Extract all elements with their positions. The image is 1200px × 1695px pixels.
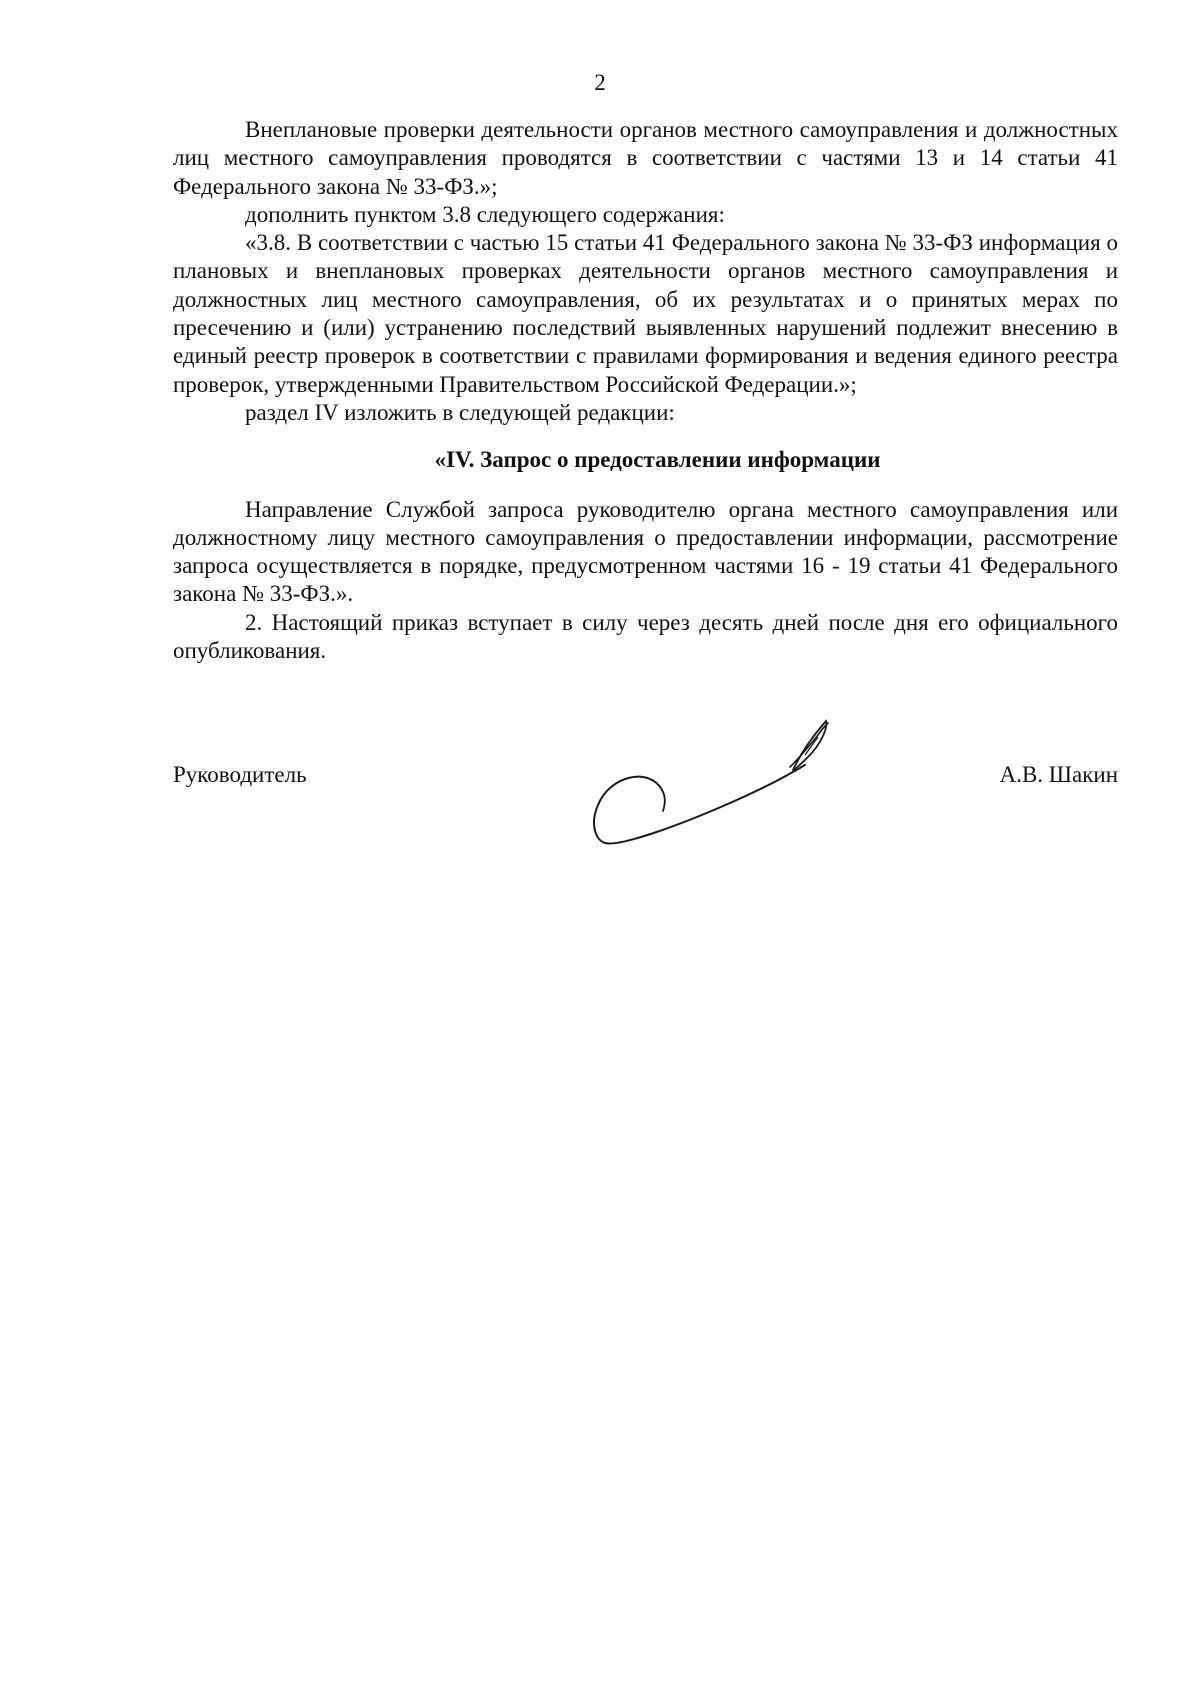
paragraph-request-procedure: Направление Службой запроса руководителю органа местного самоуправления или должностному лицу местного самоуправления о предоставлении информации, рассмотрение запроса осуществляется в порядке, предусмотренном частями 16 - 19 статьи 41 Федерального закона № 33-ФЗ.».	[173, 496, 1118, 607]
paragraph-item-3-8: «3.8. В соответствии с частью 15 статьи 41 Федерального закона № 33-ФЗ информация о плановых и внеплановых проверках деятельности органов местного самоуправления и должностных лиц местного самоуправления, об их результатах и о принятых мерах по пресечению и (или) устранению последствий выявленных нарушений подлежит внесению в единый реестр проверок в соответствии с правилами формирования и ведения единого реестра проверок, утвержденными Правительством Российской Федерации.»;	[173, 230, 1118, 397]
page-number: 2	[594, 70, 606, 95]
document-body	[173, 116, 1118, 665]
paragraph-section-iv-intro: раздел IV изложить в следующей редакции:	[245, 399, 675, 425]
paragraph-add-item: дополнить пунктом 3.8 следующего содержания:	[245, 201, 725, 227]
signatory-name: А.В. Шакин	[999, 762, 1118, 787]
paragraph-unscheduled-inspections: Внеплановые проверки деятельности органов местного самоуправления и должностных лиц местного самоуправления проводятся в соответствии с частями 13 и 14 статьи 41 Федерального закона № 33-ФЗ.»;	[173, 117, 1118, 199]
handwritten-signature	[590, 715, 850, 865]
paragraph-effective-date: 2. Настоящий приказ вступает в силу через десять дней после дня его официального опубликования.	[173, 609, 1118, 664]
signatory-position: Руководитель	[173, 762, 307, 787]
section-heading: «IV. Запрос о предоставлении информации	[434, 447, 881, 473]
